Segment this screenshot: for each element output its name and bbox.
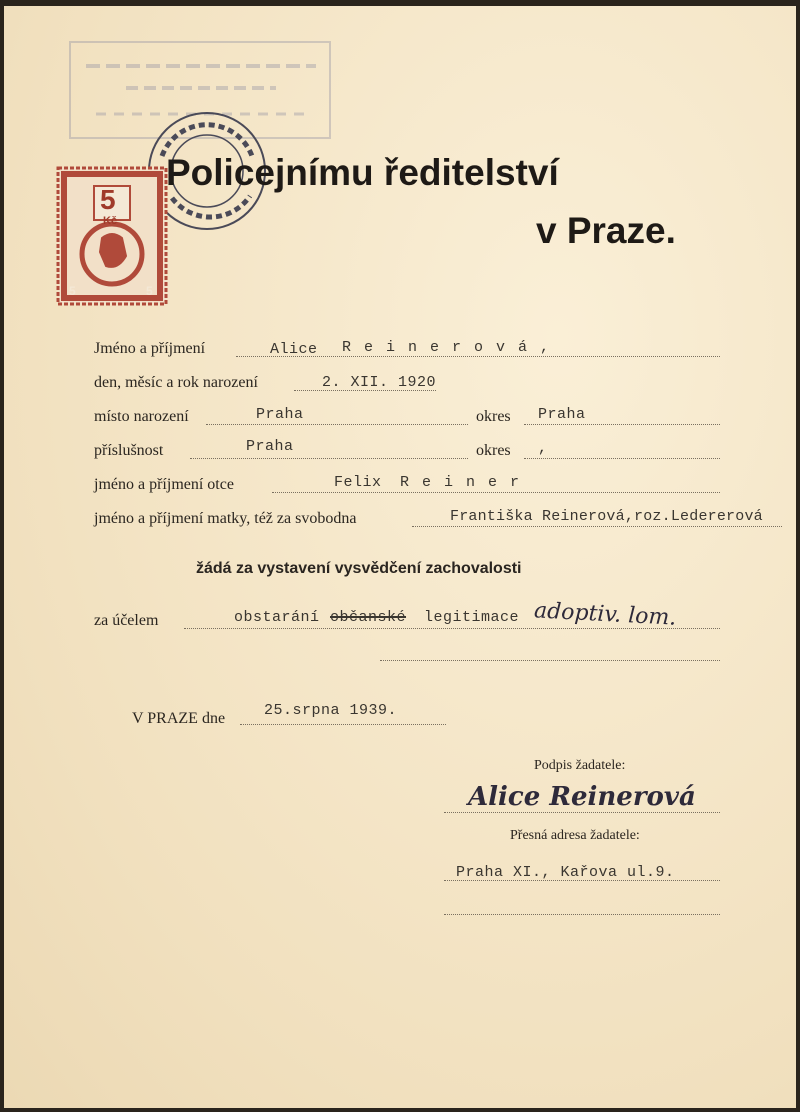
- father-last-value: R e i n e r: [400, 474, 522, 491]
- name-first-value: Alice: [270, 341, 318, 358]
- revenue-stamp-corner-left: 5: [69, 284, 76, 298]
- revenue-stamp-value: 5: [100, 184, 116, 215]
- purpose-label: za účelem: [94, 612, 159, 629]
- birthplace-value: Praha: [256, 406, 304, 423]
- mother-value: Františka Reinerová,roz.Ledererová: [450, 508, 763, 525]
- date-label: V PRAZE dne: [132, 710, 226, 727]
- application-form-page: [4, 6, 796, 1108]
- signature-handwritten: Alice Reinerová: [468, 782, 696, 812]
- addressee-title-line1: Policejnímu ředitelství: [166, 152, 559, 193]
- purpose-word-struck: občanské: [330, 609, 407, 626]
- purpose-word-3: legitimace: [424, 609, 520, 626]
- citizenship-label: příslušnost: [94, 442, 164, 459]
- name-last-value: R e i n e r o v á ,: [342, 339, 552, 356]
- address-value: Praha XI., Kařova ul.9.: [456, 864, 675, 881]
- mother-label: jméno a příjmení matky, též za svobodna: [94, 510, 357, 527]
- request-heading: žádá za vystavení vysvědčení zachovalosti: [196, 560, 522, 577]
- birth-date-value: 2. XII. 1920: [322, 374, 437, 391]
- district-label-1: okres: [476, 408, 511, 425]
- purpose-handwritten: adoptiv. lom.: [533, 598, 677, 631]
- addressee-title-line2: v Praze.: [536, 210, 676, 251]
- father-first-value: Felix: [334, 474, 382, 491]
- citizenship-value: Praha: [246, 438, 294, 455]
- birthplace-label: místo narození: [94, 408, 189, 425]
- purpose-word-1: obstarání: [234, 609, 320, 626]
- birth-date-label: den, měsíc a rok narození: [94, 374, 258, 391]
- revenue-stamp: [56, 166, 168, 306]
- address-label: Přesná adresa žadatele:: [510, 828, 640, 843]
- date-value: 25.srpna 1939.: [264, 702, 398, 719]
- revenue-stamp-corner-right: 5: [146, 284, 153, 298]
- district-label-2: okres: [476, 442, 511, 459]
- revenue-stamp-currency: Kč: [103, 215, 118, 227]
- name-label: Jméno a příjmení: [94, 340, 206, 357]
- signature-label: Podpis žadatele:: [534, 758, 626, 773]
- district-value-1: Praha: [538, 406, 586, 423]
- father-label: jméno a příjmení otce: [94, 476, 234, 493]
- district-value-2: ,: [538, 440, 548, 457]
